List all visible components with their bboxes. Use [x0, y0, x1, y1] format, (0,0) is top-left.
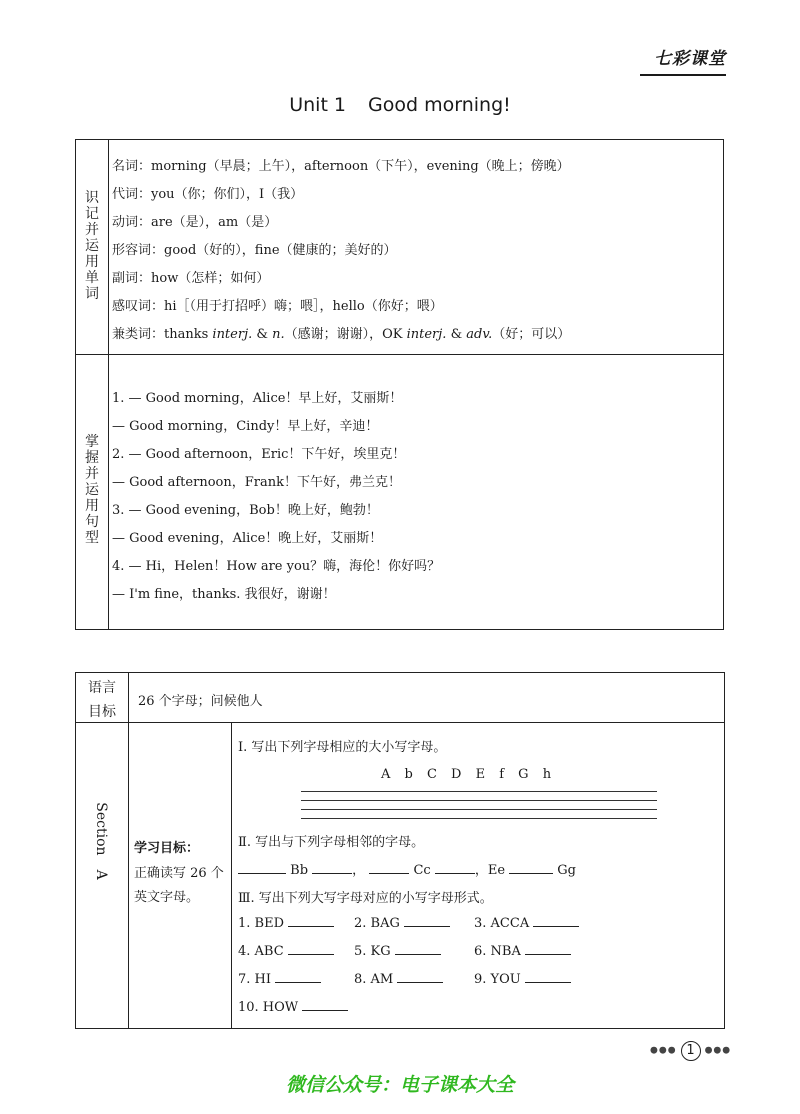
exercise-3-item: 6. NBA: [474, 943, 571, 959]
page-dots-left: ●●●: [650, 1045, 677, 1056]
writing-line[interactable]: [301, 818, 657, 819]
vocab-line: 动词：are（是），am（是）: [112, 215, 278, 230]
exercise-3-item: 4. ABC: [238, 943, 334, 959]
unit-name: Good morning!: [368, 94, 511, 116]
vocab-sentence-table: [75, 139, 724, 630]
sentence-line: 2. — Good afternoon，Eric！下午好，埃里克！: [112, 447, 406, 462]
page-number: [650, 1041, 731, 1061]
page-title: [0, 94, 800, 116]
page-number-circle: 1: [681, 1041, 701, 1061]
exercise-2-title: Ⅱ. 写出与下列字母相邻的字母。: [238, 835, 425, 850]
goal-label-1: 语言: [88, 680, 116, 696]
vocab-line: 名词：morning（早晨；上午），afternoon（下午），evening（晚上；傍晚）: [112, 159, 570, 174]
page-dots-right: ●●●: [704, 1045, 732, 1056]
writing-line[interactable]: [301, 791, 657, 792]
exercise-1-letters: A b C D E f G h: [381, 767, 552, 782]
left-label-column: [76, 673, 129, 1028]
exercise-3-item: 8. AM: [354, 971, 443, 987]
vocab-line-multi-pos: 兼类词：thanks interj. & n.（感谢；谢谢），OK interj. & adv.（好；可以）: [112, 327, 571, 342]
section-label: Section A: [93, 802, 109, 880]
vocab-label-cell: [76, 140, 109, 354]
sentence-label-cell: [76, 354, 109, 629]
sentence-line: — Good morning，Cindy！早上好，辛迪！: [112, 419, 379, 434]
exercise-3-item: 2. BAG: [354, 915, 450, 931]
exercise-3-item: 5. KG: [354, 943, 441, 959]
vocab-line: 副词：how（怎样；如何）: [112, 271, 270, 286]
goal-value: 26 个字母；问候他人: [138, 694, 263, 709]
blank[interactable]: [509, 862, 553, 874]
vocab-line: 感叹词：hi［（用于打招呼）嗨；喂］，hello（你好；喂）: [112, 299, 443, 314]
sentence-line: 4. — Hi，Helen！How are you？嗨，海伦！你好吗？: [112, 559, 441, 574]
sentence-line: 3. — Good evening，Bob！晚上好，鲍勃！: [112, 503, 379, 518]
learning-target-title: 学习目标：: [134, 841, 200, 856]
writing-line[interactable]: [301, 809, 657, 810]
sentence-line: — Good afternoon，Frank！下午好，弗兰克！: [112, 475, 401, 490]
exercise-3-item: 1. BED: [238, 915, 334, 931]
exercise-table: [75, 672, 725, 1029]
vocab-line: 形容词：good（好的），fine（健康的；美好的）: [112, 243, 397, 258]
blank[interactable]: [238, 862, 286, 874]
unit-label: Unit 1: [289, 94, 347, 116]
blank[interactable]: [435, 862, 475, 874]
sentence-line: — Good evening，Alice！晚上好，艾丽斯！: [112, 531, 383, 546]
blank[interactable]: [312, 862, 352, 874]
sentence-line: 1. — Good morning，Alice！早上好，艾丽斯！: [112, 391, 403, 406]
exercise-3-title: Ⅲ. 写出下列大写字母对应的小写字母形式。: [238, 891, 493, 906]
vocab-label: 识 记 并 运 用 单 词: [85, 190, 99, 302]
vocab-line: 代词：you（你；你们），I（我）: [112, 187, 304, 202]
learning-target-body: 正确读写 26 个英文字母。: [134, 866, 224, 905]
exercise-3-item: 9. YOU: [474, 971, 571, 987]
brand-underline: [640, 74, 726, 76]
goal-label-2: 目标: [88, 704, 116, 720]
learning-target-cell: [128, 722, 232, 1028]
exercise-2-items: Bb ， Cc ，Ee Gg: [238, 859, 576, 878]
writing-line[interactable]: [301, 800, 657, 801]
exercise-3-item: 10. HOW: [238, 999, 348, 1015]
brand-logo: 七彩课堂: [654, 49, 726, 69]
blank[interactable]: [369, 862, 409, 874]
exercise-3-item: 3. ACCA: [474, 915, 579, 931]
section-label-cell: [82, 791, 122, 891]
footer-watermark: 微信公众号：电子课本大全: [285, 1074, 514, 1096]
section-divider: [76, 354, 723, 355]
exercise-1-title: Ⅰ. 写出下列字母相应的大小写字母。: [238, 740, 447, 755]
sentence-line: — I'm fine，thanks. 我很好，谢谢！: [112, 587, 336, 602]
sentence-label: 掌 握 并 运 用 句 型: [85, 434, 99, 546]
exercise-3-item: 7. HI: [238, 971, 321, 987]
